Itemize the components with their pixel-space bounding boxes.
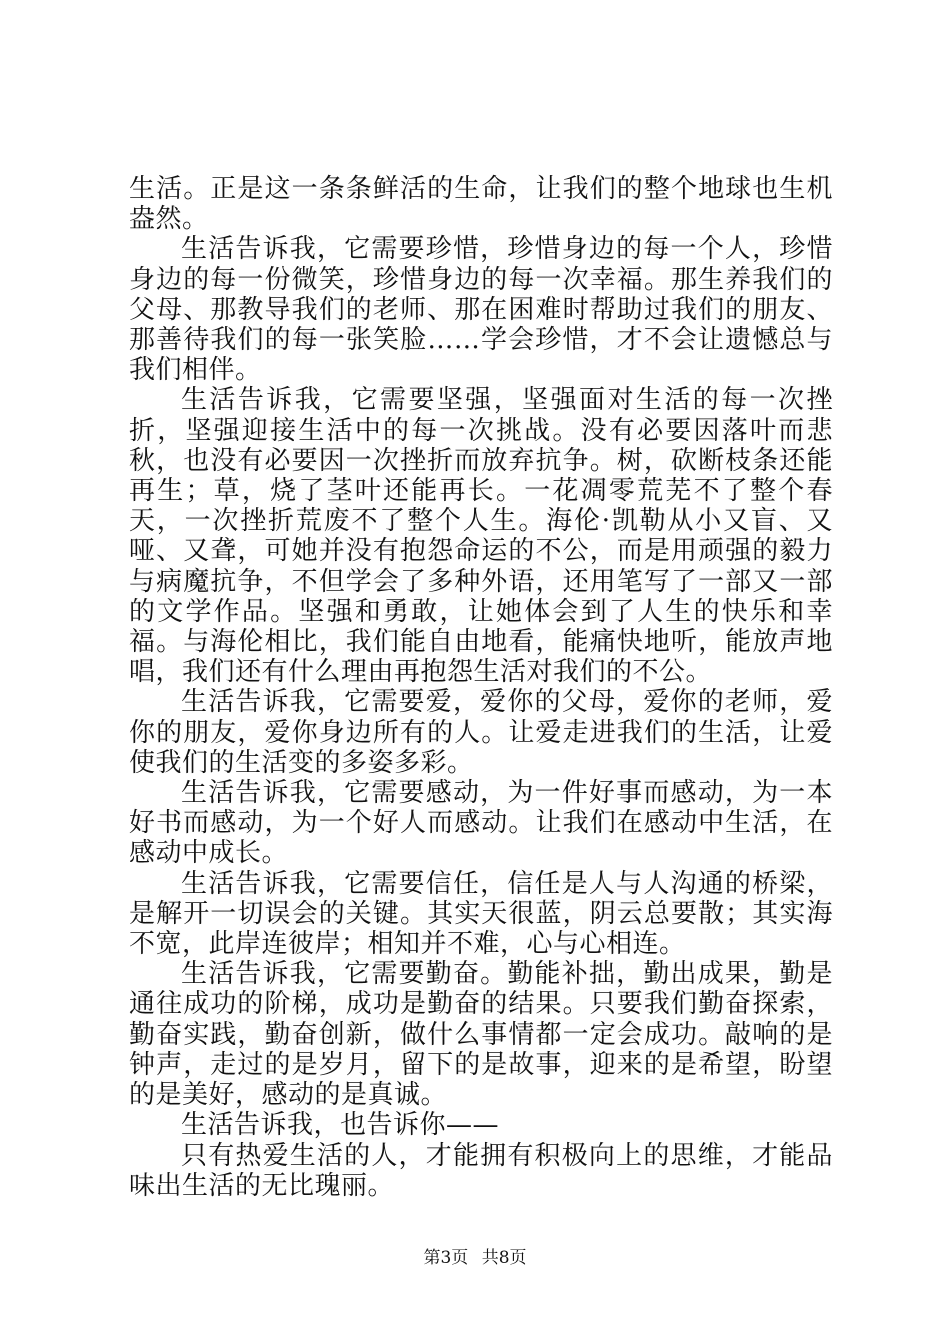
page-total: 共8页 [481,1248,527,1268]
paragraph: 生活告诉我，它需要爱，爱你的父母，爱你的老师，爱你的朋友，爱你身边所有的人。让爱走进我们的生活，让爱使我们的生活变的多姿多彩。 [129,687,833,778]
page-footer [0,1243,950,1268]
page-number: 第3页 [423,1248,469,1268]
paragraph: 生活告诉我，也告诉你—— [181,1110,500,1141]
paragraph: 生活。正是这一条条鲜活的生命，让我们的整个地球也生机盎然。 [129,174,833,235]
paragraph: 生活告诉我，它需要坚强，坚强面对生活的每一次挫折，坚强迎接生活中的每一次挑战。没有必要因落叶而悲秋，也没有必要因一次挫折而放弃抗争。树，砍断枝条还能再生；草，烧了茎叶还能再长。一花凋零荒芜不了整个春天，一次挫折荒废不了整个人生。海伦·凯勒从小又盲、又哑、又聋，可她并没有抱怨命运的不公，而是用顽强的毅力与病魔抗争，不但学会了多种外语，还用笔写了一部又一部的文学作品。坚强和勇敢，让她体会到了人生的快乐和幸福。与海伦相比，我们能自由地看，能痛快地听，能放声地唱，我们还有什么理由再抱怨生活对我们的不公。 [129,385,833,688]
paragraph: 生活告诉我，它需要珍惜，珍惜身边的每一个人，珍惜身边的每一份微笑，珍惜身边的每一次幸福。那生养我们的父母、那教导我们的老师、那在困难时帮助过我们的朋友、那善待我们的每一张笑脸……学会珍惜，才不会让遗憾总与我们相伴。 [129,234,833,386]
paragraph: 只有热爱生活的人，才能拥有积极向上的思维，才能品味出生活的无比瑰丽。 [129,1140,833,1201]
body-text [129,174,833,1201]
paragraph: 生活告诉我，它需要信任，信任是人与人沟通的桥梁，是解开一切误会的关键。其实天很蓝，阴云总要散；其实海不宽，此岸连彼岸；相知并不难，心与心相连。 [129,868,833,960]
paragraph: 生活告诉我，它需要勤奋。勤能补拙，勤出成果，勤是通往成功的阶梯，成功是勤奋的结果。只要我们勤奋探索，勤奋实践，勤奋创新，做什么事情都一定会成功。敲响的是钟声，走过的是岁月，留下的是故事，迎来的是希望，盼望的是美好，感动的是真诚。 [129,959,833,1111]
paragraph: 生活告诉我，它需要感动，为一件好事而感动，为一本好书而感动，为一个好人而感动。让我们在感动中生活，在感动中成长。 [129,778,833,869]
